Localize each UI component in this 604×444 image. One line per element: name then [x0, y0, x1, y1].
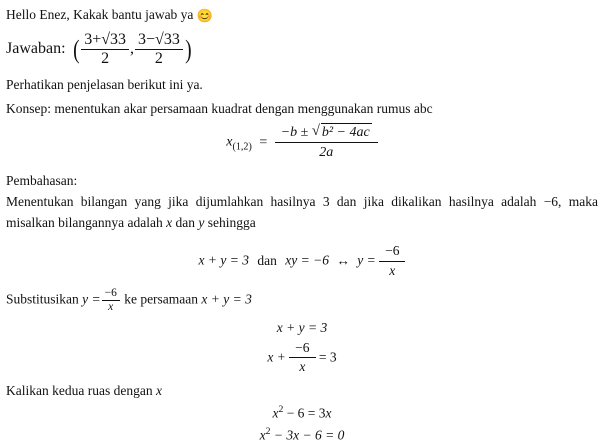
abc-formula-numerator	[275, 123, 378, 143]
answer-fraction-1	[81, 31, 129, 68]
equation-4-lhs-var: x	[272, 405, 279, 421]
open-paren: (	[72, 34, 80, 64]
substitution-fraction	[102, 287, 120, 314]
equation-3-fraction-denominator: x	[289, 357, 315, 376]
explanation-var-y: y	[198, 215, 205, 231]
abc-formula-equals: =	[259, 134, 268, 150]
equation-1-part3-lhs: y =	[357, 252, 376, 268]
explanation-paragraph	[0, 192, 604, 234]
explanation-var-x: x	[166, 215, 173, 231]
explanation-part-b-pre: hasilnya adalah −6, maka misalkan bilangannya adalah	[6, 194, 598, 231]
substitution-fraction-denominator: x	[102, 300, 120, 314]
abc-formula	[0, 123, 604, 162]
equation-1-fraction	[379, 243, 405, 280]
equation-4-rhs-var: x	[325, 405, 332, 421]
equation-1-arrow: ↔	[336, 252, 350, 268]
substitution-pre: Substitusikan	[6, 291, 83, 307]
greeting-text: Hello Enez, Kakak bantu jawab ya	[6, 7, 194, 22]
abc-formula-lhs-subscript: (1,2)	[232, 141, 252, 153]
explanation-part-a: Menentukan bilangan yang jika dijumlahkan hasilnya 3 dan jika dikalikan	[6, 194, 442, 210]
answer-fraction-2-numerator: 3−√33	[138, 31, 180, 48]
equation-3-fraction-numerator: −6	[295, 339, 310, 355]
multiply-line	[0, 384, 604, 398]
substitution-var: y =	[82, 291, 101, 307]
answer-label: Jawaban:	[6, 40, 66, 58]
answer-fraction-1-denominator: 2	[81, 49, 129, 68]
equation-5-exponent: 2	[265, 426, 271, 438]
equation-3-fraction	[289, 340, 315, 377]
answer-fraction-2-denominator: 2	[135, 49, 183, 68]
equation-1-part2: xy = −6	[285, 252, 329, 268]
equation-1-fraction-numerator: −6	[385, 243, 400, 259]
solution-document	[0, 7, 604, 443]
substitution-post: ke persamaan	[120, 291, 202, 307]
concept-line: Konsep: menentukan akar persamaan kuadrat dengan menggunakan rumus abc	[6, 101, 433, 117]
equation-5-rest: − 3x − 6 = 0	[270, 427, 345, 443]
discussion-label: Pembahasan:	[6, 172, 78, 188]
abc-numerator-minus-b: −b	[280, 124, 298, 140]
answer-expression	[72, 31, 193, 68]
equation-3-rhs: = 3	[318, 349, 337, 365]
equation-5-var: x	[259, 427, 266, 443]
substitution-line	[0, 287, 604, 314]
abc-formula-fraction	[275, 123, 378, 162]
multiply-var: x	[155, 383, 162, 399]
equation-4	[0, 404, 604, 422]
equation-4-exponent: 2	[278, 403, 284, 415]
close-paren: )	[184, 34, 192, 64]
abc-formula-denominator: 2a	[275, 142, 378, 162]
abc-numerator-sqrt	[312, 123, 372, 142]
equation-3	[0, 340, 604, 377]
equation-1-part1: x + y = 3	[198, 252, 249, 268]
multiply-pre: Kalikan kedua ruas dengan	[6, 383, 156, 399]
equation-2: x + y = 3	[276, 319, 328, 335]
equation-1	[0, 243, 604, 280]
substitution-fraction-numerator: −6	[104, 286, 117, 299]
abc-numerator-plusminus: ±	[300, 124, 309, 140]
smiley-face-icon: 😊	[196, 8, 213, 23]
equation-5	[0, 426, 604, 444]
abc-formula-lhs: x	[226, 134, 233, 150]
greeting-line	[0, 8, 604, 22]
note-line: Perhatikan penjelasan berikut ini ya.	[6, 76, 203, 92]
answer-comma: ,	[130, 40, 135, 58]
answer-fraction-1-numerator: 3+√33	[84, 31, 127, 48]
explanation-part-b-mid: dan	[172, 215, 199, 231]
substitution-equation: x + y = 3	[201, 291, 252, 307]
explanation-part-b-post: sehingga	[204, 215, 256, 231]
equation-4-rest: − 6 = 3	[283, 405, 326, 421]
answer-fraction-2	[135, 31, 183, 68]
abc-numerator-radicand: b² − 4ac	[321, 124, 370, 140]
equation-3-lhs: x +	[267, 349, 286, 365]
equation-1-fraction-denominator: x	[379, 261, 405, 280]
answer-row	[0, 31, 604, 68]
equation-1-conjunction: dan	[257, 252, 277, 268]
